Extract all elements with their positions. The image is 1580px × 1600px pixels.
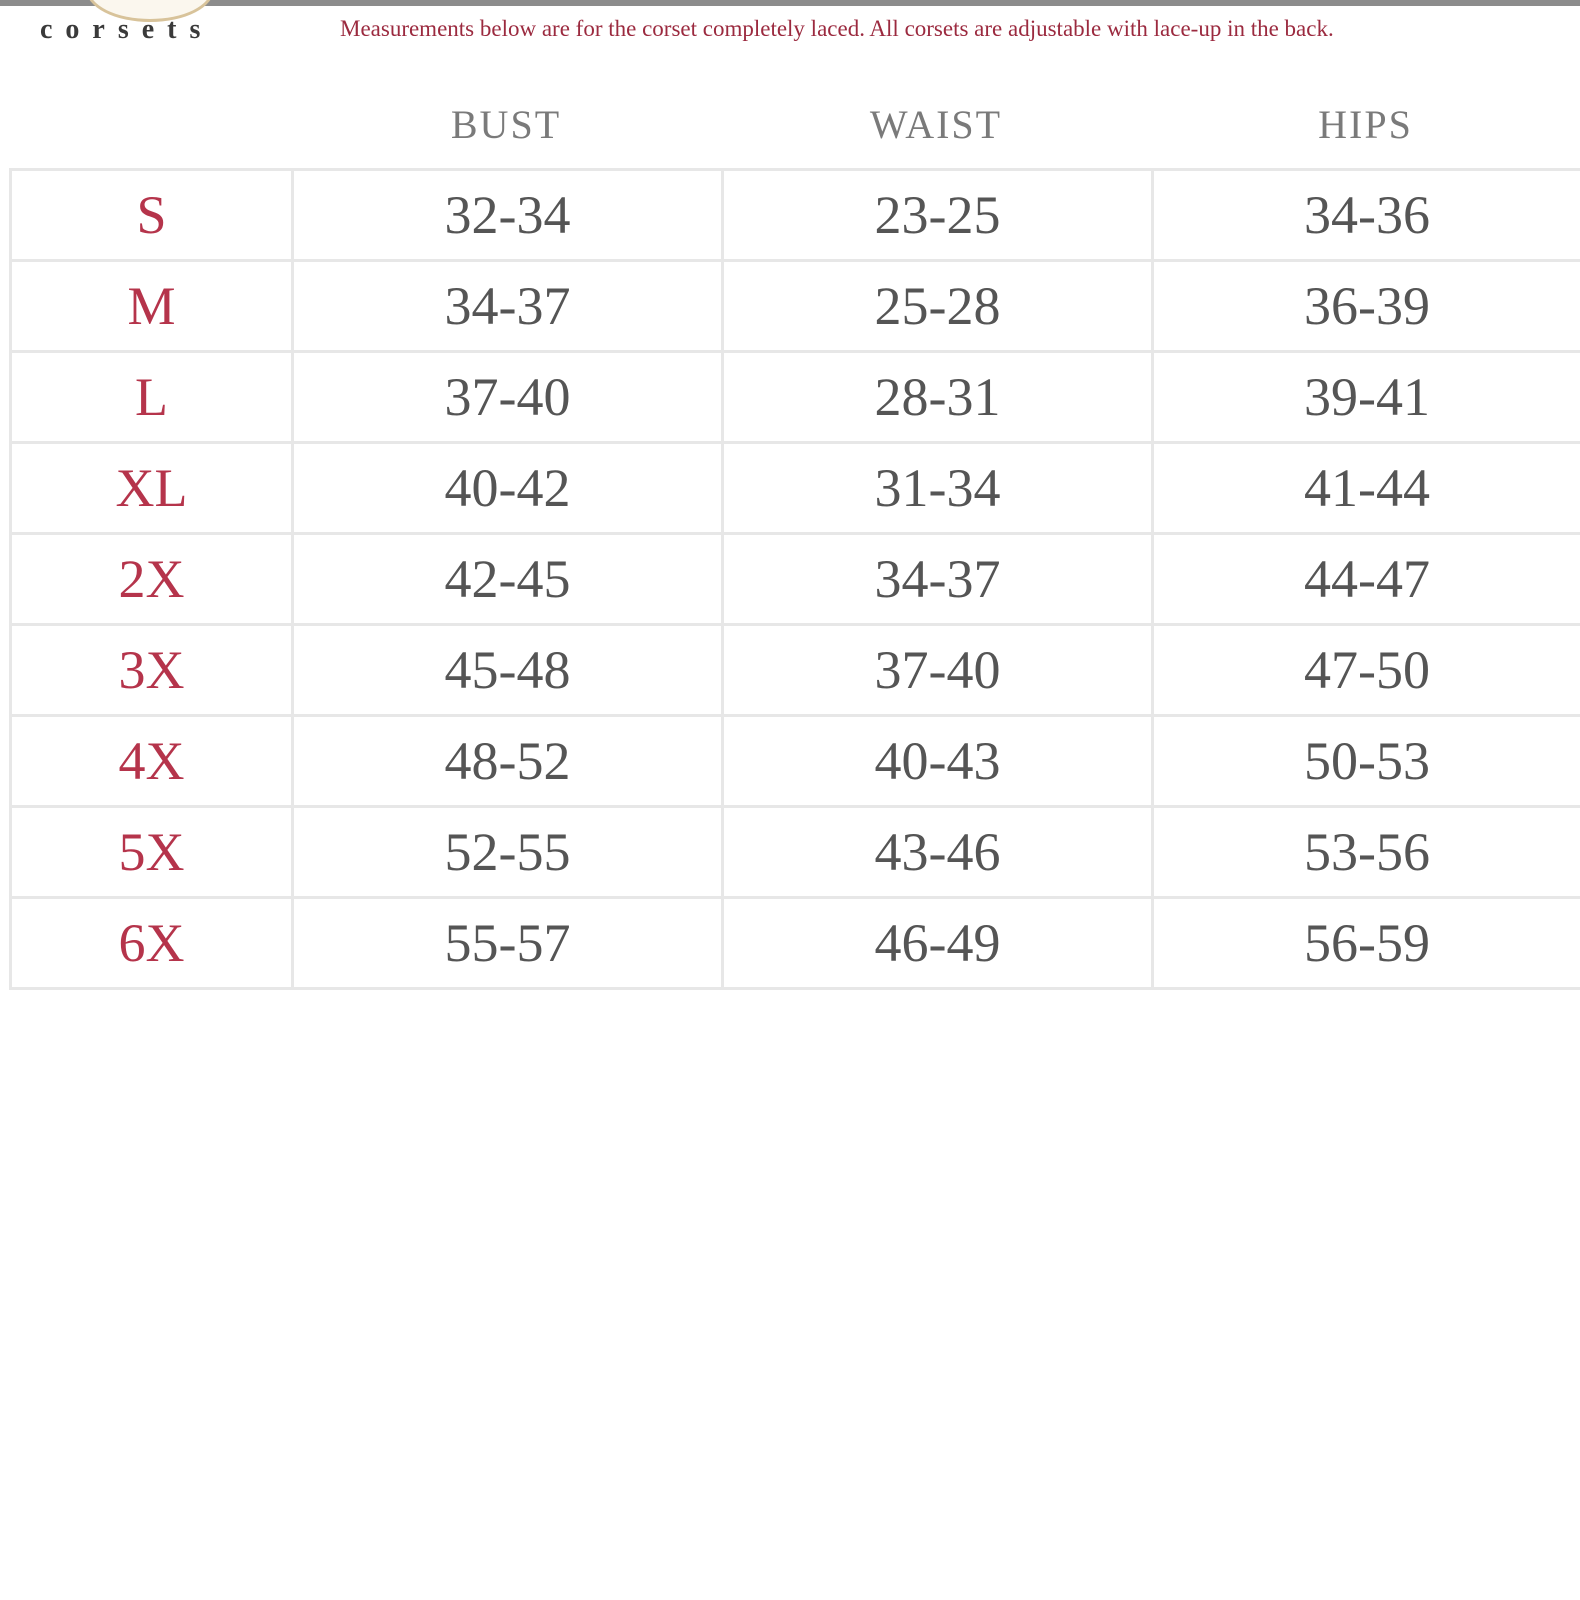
table-header-row: [9, 80, 1580, 168]
size-cell: 2X: [12, 535, 294, 623]
bust-cell: 45-48: [294, 626, 724, 714]
table-row: [12, 262, 1580, 353]
waist-cell: 28-31: [724, 353, 1154, 441]
bust-cell: 42-45: [294, 535, 724, 623]
size-cell: M: [12, 262, 294, 350]
bust-cell: 52-55: [294, 808, 724, 896]
hips-cell: 39-41: [1154, 353, 1580, 441]
header-waist: WAIST: [869, 101, 1003, 147]
table-row: [12, 899, 1580, 990]
size-cell: 6X: [12, 899, 294, 987]
hips-cell: 36-39: [1154, 262, 1580, 350]
bust-cell: 34-37: [294, 262, 724, 350]
bust-cell: 40-42: [294, 444, 724, 532]
table-row: [12, 444, 1580, 535]
waist-cell: 31-34: [724, 444, 1154, 532]
table-row: [12, 717, 1580, 808]
hips-cell: 34-36: [1154, 171, 1580, 259]
table-row: [12, 353, 1580, 444]
waist-cell: 40-43: [724, 717, 1154, 805]
size-cell: 3X: [12, 626, 294, 714]
top-rule: [0, 0, 1580, 6]
size-cell: 4X: [12, 717, 294, 805]
size-cell: 5X: [12, 808, 294, 896]
size-cell: L: [12, 353, 294, 441]
table-row: [12, 808, 1580, 899]
waist-cell: 46-49: [724, 899, 1154, 987]
table-body: [9, 168, 1580, 990]
table-row: [12, 626, 1580, 717]
waist-cell: 25-28: [724, 262, 1154, 350]
waist-cell: 43-46: [724, 808, 1154, 896]
hips-cell: 56-59: [1154, 899, 1580, 987]
table-row: [12, 171, 1580, 262]
hips-cell: 50-53: [1154, 717, 1580, 805]
size-chart-table: [9, 80, 1580, 990]
header-bust: BUST: [450, 101, 562, 147]
table-row: [12, 535, 1580, 626]
waist-cell: 37-40: [724, 626, 1154, 714]
waist-cell: 34-37: [724, 535, 1154, 623]
bust-cell: 32-34: [294, 171, 724, 259]
brand-logo-text: corsets: [40, 14, 214, 45]
hips-cell: 53-56: [1154, 808, 1580, 896]
waist-cell: 23-25: [724, 171, 1154, 259]
measurement-note: Measurements below are for the corset completely laced. All corsets are adjustable with lace-up in the back.: [340, 16, 1334, 41]
header-hips: HIPS: [1318, 101, 1413, 147]
size-cell: S: [12, 171, 294, 259]
bust-cell: 55-57: [294, 899, 724, 987]
hips-cell: 44-47: [1154, 535, 1580, 623]
bust-cell: 37-40: [294, 353, 724, 441]
size-cell: XL: [12, 444, 294, 532]
hips-cell: 47-50: [1154, 626, 1580, 714]
bust-cell: 48-52: [294, 717, 724, 805]
hips-cell: 41-44: [1154, 444, 1580, 532]
